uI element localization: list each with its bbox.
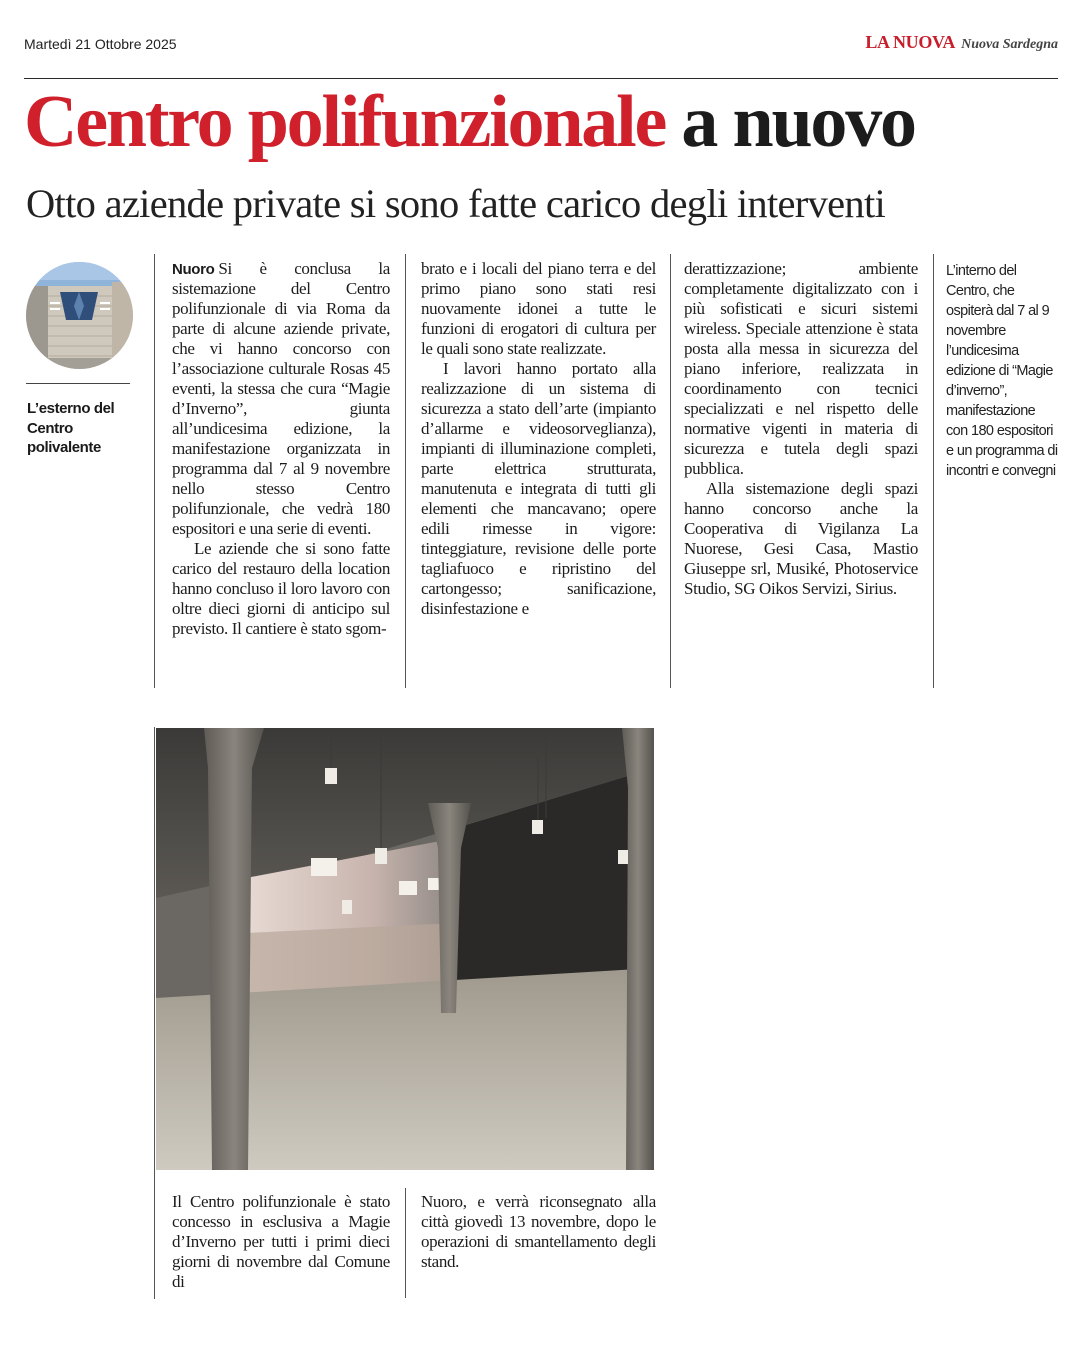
article-column-4: [172, 1192, 390, 1292]
paragraph: derattizzazione; ambiente completamente digitalizzato con i più sofisticati e sicuri sistemi wireless. Speciale attenzione è stata posta alla messa in sicurezza del piano inferiore, realizzata in coordinamento con tecnici specializzati e nel rispetto delle normative vigenti in materia di sicurezza e tutela degli spazi pubblica.: [684, 259, 918, 478]
masthead-title: LA NUOVA: [865, 32, 956, 52]
paragraph: Nuoro, e verrà riconsegnato alla città giovedì 13 novembre, dopo le operazioni di smantellamento degli stand.: [421, 1192, 656, 1271]
masthead-subtitle: Nuova Sardegna: [961, 37, 1058, 52]
article-column-5: [421, 1192, 656, 1272]
subheadline: Otto aziende private si sono fatte carico degli interventi: [26, 181, 886, 226]
issue-date: Martedì 21 Ottobre 2025: [24, 36, 177, 52]
caption-divider: [26, 383, 130, 384]
column-divider: [933, 254, 934, 688]
column-divider: [405, 1188, 406, 1298]
photo-caption: L’interno del Centro, che ospiterà dal 7 al 9 novembre l’undicesima edizione di “Magie d’inverno”, manifestazione con 180 espositori e un programma di incontri e convegni: [946, 263, 1058, 479]
article-column-2: [421, 259, 656, 619]
paragraph: Le aziende che si sono fatte carico del restauro della location hanno concluso il loro lavoro con oltre dieci giorni di anticipo sul previsto. Il cantiere è stato sgom-: [172, 539, 390, 638]
column-divider: [154, 254, 155, 688]
column-divider: [154, 727, 155, 1299]
header-divider: [24, 78, 1058, 79]
headline-red-part: Centro polifunzionale: [24, 81, 666, 163]
masthead: [865, 32, 1058, 53]
column-divider: [405, 254, 406, 688]
exterior-thumbnail: [26, 262, 133, 369]
thumbnail-caption: L’esterno del Centro polivalente: [27, 400, 115, 456]
article-column-3: [684, 259, 918, 599]
paragraph-text: Si è conclusa la sistemazione del Centro polifunzionale di via Roma da parte di alcune aziende private, che vi hanno concorso con l’associazione culturale Rosas 45 eventi, la stessa che cura “Magie d’Inverno”, giunta all’undicesima edizione, la manifestazione organizzata in programma dal 7 al 9 novembre nello stesso Centro polifunzionale, che vedrà 180 espositori e una serie di eventi.: [172, 259, 390, 538]
headline: [24, 81, 915, 163]
paragraph: Alla sistemazione degli spazi hanno concorso anche la Cooperativa di Vigilanza La Nuorese, Gesi Casa, Mastio Giuseppe srl, Musiké, Photoservice Studio, SG Oikos Servizi, Sirius.: [684, 479, 918, 598]
headline-dark-part: a nuovo: [681, 81, 915, 163]
paragraph: [172, 259, 390, 539]
article-column-1: [172, 259, 390, 639]
paragraph: I lavori hanno portato alla realizzazione di un sistema di sicurezza a stato dell’arte (impianto d’allarme e videosorveglianza), impianti di illuminazione completi, parte elettrica strutturata, manutenuta e integrata di tutti gli elementi che mancavano; opere edili rimesse in vigore: tinteggiature, revisione delle porte tagliafuoco e ripristino del cartongesso; sanificazione, disinfestazione e: [421, 359, 656, 618]
dateline: Nuoro: [172, 261, 215, 278]
paragraph: Il Centro polifunzionale è stato concesso in esclusiva a Magie d’Inverno per tutti i primi dieci giorni di novembre dal Comune di: [172, 1192, 390, 1291]
paragraph: brato e i locali del piano terra e del primo piano sono stati resi nuovamente idonei a tutte le funzioni di erogatori di cultura per le quali sono state realizzate.: [421, 259, 656, 358]
column-divider: [670, 254, 671, 688]
interior-photo: [156, 728, 654, 1170]
